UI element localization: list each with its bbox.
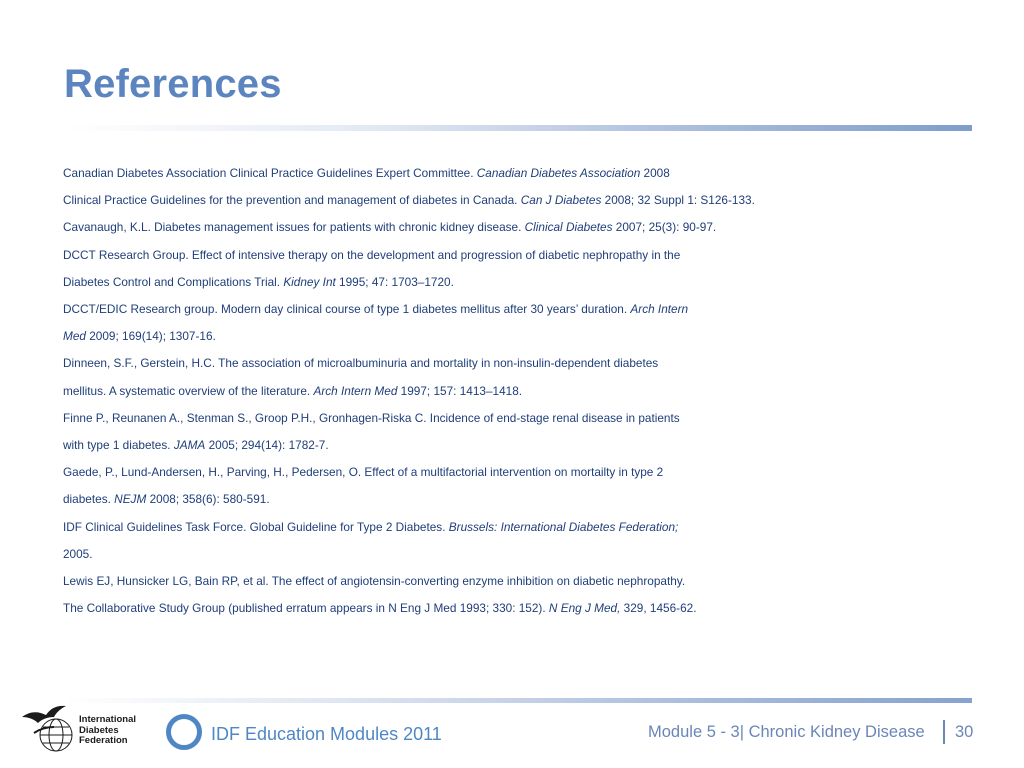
reference-source: JAMA bbox=[173, 438, 206, 453]
reference-source: Med bbox=[63, 329, 86, 344]
reference-line bbox=[63, 350, 943, 377]
module-label: Module 5 - 3| Chronic Kidney Disease bbox=[648, 723, 925, 741]
reference-list bbox=[63, 160, 943, 622]
reference-source: N Eng J Med, bbox=[548, 601, 621, 616]
reference-text: DCCT/EDIC Research group. Modern day clinical course of type 1 diabetes mellitus after 30 years’ duration. bbox=[63, 302, 631, 317]
education-modules-label: IDF Education Modules 2011 bbox=[211, 724, 442, 744]
reference-source: Can J Diabetes bbox=[520, 193, 602, 208]
reference-line bbox=[63, 405, 943, 432]
reference-line bbox=[63, 214, 943, 241]
reference-text: Gaede, P., Lund-Andersen, H., Parving, H., Pedersen, O. Effect of a multifactorial intervention on mortailty in type 2 bbox=[63, 465, 664, 480]
reference-source: Brussels: International Diabetes Federation; bbox=[448, 519, 679, 534]
reference-text: 329, 1456-62. bbox=[620, 601, 697, 616]
reference-text: Lewis EJ, Hunsicker LG, Bain RP, et al. The effect of angiotensin-converting enzyme inhibition on diabetic nephropathy. bbox=[63, 574, 686, 589]
reference-source: Arch Intern Med bbox=[313, 383, 398, 398]
reference-text: diabetes. bbox=[63, 492, 115, 507]
reference-text: with type 1 diabetes. bbox=[63, 438, 174, 453]
page-number: 30 bbox=[955, 723, 974, 741]
reference-text: mellitus. A systematic overview of the literature. bbox=[63, 383, 314, 398]
reference-text: 1995; 47: 1703–1720. bbox=[335, 274, 454, 289]
reference-text: 2008; 358(6): 580-591. bbox=[146, 492, 270, 507]
reference-line bbox=[63, 459, 943, 486]
reference-line bbox=[63, 595, 943, 622]
reference-text: The Collaborative Study Group (published erratum appears in N Eng J Med 1993; 330: 152). bbox=[63, 601, 549, 616]
reference-text: IDF Clinical Guidelines Task Force. Global Guideline for Type 2 Diabetes. bbox=[63, 519, 449, 534]
reference-text: 2005; 294(14): 1782-7. bbox=[205, 438, 329, 453]
reference-line bbox=[63, 187, 943, 214]
reference-text: Diabetes Control and Complications Trial. bbox=[63, 274, 284, 289]
reference-source: Arch Intern bbox=[630, 302, 689, 317]
idf-logo-text bbox=[79, 715, 136, 747]
reference-text: Finne P., Reunanen A., Stenman S., Groop P.H., Gronhagen-Riska C. Incidence of end-stage renal disease in patients bbox=[63, 410, 680, 425]
reference-text: 2009; 169(14); 1307-16. bbox=[85, 329, 216, 344]
org-name-line-2: Diabetes bbox=[79, 724, 119, 736]
reference-source: Canadian Diabetes Association bbox=[476, 166, 641, 180]
reference-line bbox=[63, 486, 943, 513]
reference-source: Clinical Diabetes bbox=[524, 220, 613, 235]
reference-line bbox=[63, 432, 943, 459]
reference-source: Kidney Int bbox=[283, 274, 336, 289]
reference-line bbox=[63, 296, 943, 323]
org-name-line-3: Federation bbox=[79, 735, 128, 746]
reference-line bbox=[63, 541, 943, 568]
reference-text: 2008; 32 Suppl 1: S126-133. bbox=[601, 193, 755, 208]
footer-separator bbox=[943, 720, 945, 744]
reference-text: Dinneen, S.F., Gerstein, H.C. The association of microalbuminuria and mortality in non-insulin-dependent diabetes bbox=[63, 356, 659, 371]
reference-line bbox=[63, 160, 943, 187]
ring-icon bbox=[166, 714, 202, 750]
org-name-line-1: International bbox=[79, 714, 137, 725]
reference-line bbox=[63, 242, 943, 269]
reference-line bbox=[63, 269, 943, 296]
reference-text: Clinical Practice Guidelines for the prevention and management of diabetes in Canada. bbox=[63, 193, 521, 208]
reference-line bbox=[63, 378, 943, 405]
reference-text: 2008 bbox=[640, 166, 670, 180]
reference-line bbox=[63, 568, 943, 595]
reference-line bbox=[63, 323, 943, 350]
footer-divider bbox=[64, 698, 972, 703]
title-divider bbox=[64, 125, 972, 131]
reference-text: 2007; 25(3): 90-97. bbox=[612, 220, 717, 235]
reference-text: 1997; 157: 1413–1418. bbox=[397, 383, 523, 398]
reference-text: Cavanaugh, K.L. Diabetes management issues for patients with chronic kidney disease. bbox=[63, 220, 525, 235]
reference-line bbox=[63, 514, 943, 541]
reference-text: Canadian Diabetes Association Clinical Practice Guidelines Expert Committee. bbox=[63, 166, 477, 180]
reference-text: 2005. bbox=[63, 546, 93, 561]
reference-text: DCCT Research Group. Effect of intensive therapy on the development and progression of diabetic nephropathy in the bbox=[63, 247, 681, 262]
reference-source: NEJM bbox=[114, 492, 147, 507]
slide-title: References bbox=[64, 62, 282, 106]
